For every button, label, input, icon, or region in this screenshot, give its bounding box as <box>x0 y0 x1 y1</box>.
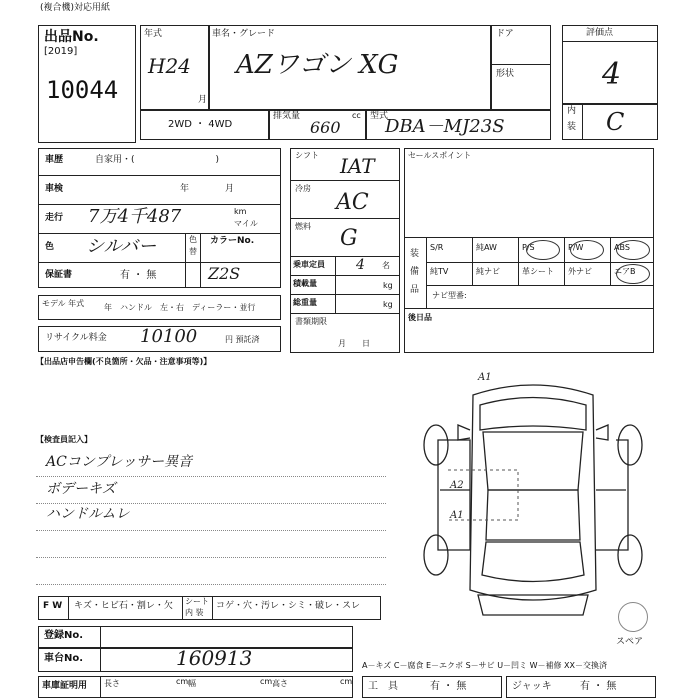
interior-label-2: 装 <box>567 122 577 132</box>
weight-unit: kg <box>383 300 393 309</box>
name-label: 車名・グレード <box>212 29 276 39</box>
floor-legend: キズ・ヒビ石・割レ・欠 <box>74 601 173 611</box>
shift-value: IAT <box>340 154 375 178</box>
ac-label: 冷房 <box>295 184 311 193</box>
drive-type: 2WD ・ 4WD <box>168 119 233 130</box>
equip-item: P/W <box>568 243 584 252</box>
declaration-label: 【出品店申告欄(不良箇所・欠品・注意事項等)】 <box>36 357 212 366</box>
diagram-mark-a1-side: A1 <box>450 510 464 521</box>
cert-label: 車庫証明用 <box>42 681 88 691</box>
equip-item: 純ナビ <box>476 267 500 276</box>
fuel-label: 燃料 <box>295 222 311 231</box>
recycle-value: 10100 <box>140 326 198 347</box>
equip-label-2: 備 <box>410 267 420 277</box>
cert-cm-1: cm <box>176 677 189 686</box>
history-label: 車歴 <box>45 155 64 165</box>
equip-item: P/S <box>522 243 535 252</box>
inspector-line-3: ハンドルムレ <box>46 506 130 522</box>
chassis-label: 車台No. <box>44 653 84 664</box>
tools-options: 有 ・ 無 <box>430 681 467 692</box>
capacity-unit: 名 <box>382 261 390 270</box>
docs-unit: 月 日 <box>338 339 370 348</box>
cert-height: 高さ <box>272 679 288 688</box>
equip-label-3: 品 <box>410 285 420 295</box>
cert-cm-2: cm <box>260 677 273 686</box>
equip-circle <box>570 240 604 260</box>
equip-circle <box>616 240 650 260</box>
notes-label: 後日品 <box>408 313 432 322</box>
displacement-label: 排気量 <box>273 111 301 121</box>
spare-tire-icon <box>618 602 648 632</box>
spare-label: スペア <box>616 637 644 647</box>
ac-value: AC <box>336 190 369 215</box>
jack-options: 有 ・ 無 <box>580 681 617 692</box>
lot-number: 10044 <box>46 76 119 104</box>
lot-label: 出品No. <box>44 29 99 45</box>
diagram-mark-a1-top: A1 <box>478 372 492 383</box>
damage-codes: A－キズ C－腐食 E－エクボ S－サビ U－凹ミ W－補修 XX－交換済 <box>362 661 608 670</box>
capacity-value: 4 <box>356 257 365 273</box>
color-no-label: カラーNo. <box>210 236 255 246</box>
equip-circle <box>526 240 560 260</box>
mileage-label: 走行 <box>45 213 64 223</box>
shape-label: 形状 <box>496 69 515 79</box>
month-label: 月 <box>198 95 208 105</box>
year-label: 年式 <box>144 29 163 39</box>
model-label: 型式 <box>370 111 389 121</box>
inspection-units: 年 月 <box>180 184 235 194</box>
color-label: 色 <box>45 242 55 252</box>
reg-row <box>38 626 353 648</box>
inspector-line-2: ボデーキズ <box>46 481 116 497</box>
warranty-label: 保証書 <box>45 270 73 280</box>
navi-label: ナビ型番: <box>432 291 467 300</box>
inspector-label: 【検査員記入】 <box>36 435 92 444</box>
color-change-1: 色 <box>189 235 197 244</box>
equip-item: 純TV <box>430 267 449 276</box>
recycle-label: リサイクル料金 <box>45 333 107 343</box>
load-label: 積載量 <box>293 279 317 288</box>
year-stamp: [2019] <box>44 46 78 57</box>
equip-circle <box>616 264 650 284</box>
diagram-mark-a2: A2 <box>450 480 464 491</box>
floor-label: F W <box>43 601 63 611</box>
shift-label: シフト <box>295 151 319 160</box>
tools-label: 工 具 <box>368 681 398 692</box>
year-value: H24 <box>148 54 191 78</box>
name-value: AZワゴン XG <box>236 50 399 80</box>
form-title: (複合機)対応用紙 <box>40 3 111 13</box>
capacity-label: 乗車定員 <box>293 260 325 269</box>
mileage-value: 7万4千487 <box>88 206 182 227</box>
sales-point-label: セールスポイント <box>408 151 472 160</box>
load-unit: kg <box>383 281 393 290</box>
equip-item: 外ナビ <box>568 267 592 276</box>
cert-length: 長さ <box>104 679 120 688</box>
weight-label: 総重量 <box>293 298 317 307</box>
cert-cm-3: cm <box>340 677 353 686</box>
warranty-options: 有 ・ 無 <box>120 270 157 281</box>
seat-label-2: 内 装 <box>185 608 204 617</box>
inspector-line-1: ACコンプレッサー異音 <box>46 454 193 470</box>
recycle-unit: 円 預託済 <box>225 335 260 344</box>
seat-label-1: シート <box>185 597 209 606</box>
equip-label-1: 装 <box>410 249 420 259</box>
mileage-km: km <box>234 207 247 216</box>
floor-legend-2: コゲ・穴・汚レ・シミ・破レ・スレ <box>216 601 361 611</box>
docs-label: 書類期限 <box>295 317 327 326</box>
chassis-value: 160913 <box>176 646 253 670</box>
equip-item: 革シート <box>522 267 554 276</box>
color-no-value: Z2S <box>208 264 241 283</box>
model-year-row-text: 年 ハンドル 左・右 ディーラー・並行 <box>104 303 256 312</box>
history-value: 自家用・( ) <box>95 155 220 165</box>
mileage-mile: マイル <box>234 219 258 228</box>
color-value: シルバー <box>86 236 157 257</box>
equip-item: 純AW <box>476 243 497 252</box>
model-year-label: モデル 年式 <box>42 299 85 308</box>
interior-value: C <box>606 108 625 136</box>
car-diagram <box>418 370 648 622</box>
reg-label: 登録No. <box>44 630 84 641</box>
cert-width: 幅 <box>188 679 196 688</box>
grade-score: 4 <box>602 57 622 92</box>
displacement-unit: cc <box>352 111 361 120</box>
equip-item: エアB <box>614 267 636 276</box>
model-value: DBA－MJ23S <box>385 116 505 137</box>
color-change-2: 替 <box>189 247 197 256</box>
equip-item: S/R <box>430 243 444 252</box>
interior-label-1: 内 <box>567 106 577 116</box>
fuel-value: G <box>340 226 358 251</box>
inspection-label: 車検 <box>45 184 64 194</box>
grade-label: 評価点 <box>586 28 614 38</box>
jack-label: ジャッキ <box>512 681 552 692</box>
displacement-value: 660 <box>310 118 341 137</box>
equip-item: ABS <box>614 243 630 252</box>
door-label: ドア <box>496 29 514 39</box>
